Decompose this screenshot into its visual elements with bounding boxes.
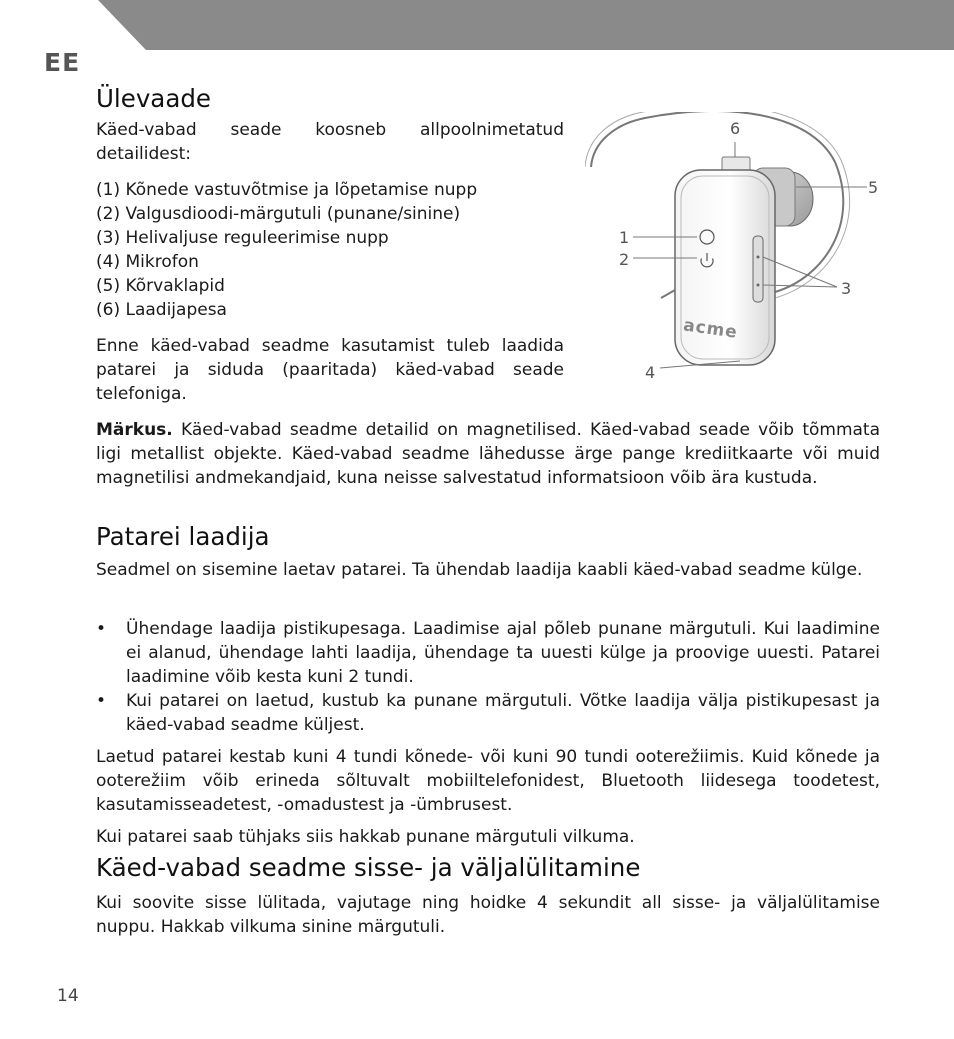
headset-illustration	[585, 112, 885, 387]
battery-empty: Kui patarei saab tühjaks siis hakkab punane märgutuli vilkuma.	[96, 827, 635, 847]
section-title-overview: Ülevaade	[96, 84, 211, 113]
bullet-text: Kui patarei on laetud, kustub ka punane märgutuli. Võtke laadija välja pistikupesast ja käed-vabad seadme küljest.	[126, 691, 880, 735]
brand-logo: acme	[682, 315, 740, 343]
page-number: 14	[57, 986, 79, 1006]
parts-list-item: (4) Mikrofon	[96, 252, 199, 272]
label-6: 6	[730, 119, 741, 138]
section-title-battery: Patarei laadija	[96, 522, 270, 551]
parts-list-item: (1) Kõnede vastuvõtmise ja lõpetamise nupp	[96, 180, 478, 200]
label-4: 4	[645, 363, 656, 382]
label-3: 3	[841, 279, 852, 298]
bullet-text: Ühendage laadija pistikupesaga. Laadimise ajal põleb punane märgutuli. Kui laadimine ei alanud, ühendage lahti laadija, ühendage ta uuesti külge ja proovige uuesti. Patarei laadimine võib kesta kuni 2 tundi.	[126, 619, 880, 687]
bullet-item: • Ühendage laadija pistikupesaga. Laadimise ajal põleb punane märgutuli. Kui laadimine ei alanud, ühendage lahti laadija, ühendage ta uuesti külge ja proovige uuesti. Patarei laadimine võib kesta kuni 2 tundi.	[96, 619, 880, 687]
bullet-item: • Kui patarei on laetud, kustub ka punane märgutuli. Võtke laadija välja pistikupesast ja käed-vabad seadme küljest.	[96, 691, 880, 735]
battery-bullets	[96, 617, 880, 737]
parts-list-item: (2) Valgusdioodi-märgutuli (punane/sinine)	[96, 204, 461, 224]
volume-button	[753, 236, 763, 302]
section-title-power: Käed-vabad seadme sisse- ja väljalülitamine	[96, 853, 641, 882]
label-1: 1	[619, 228, 630, 247]
parts-list-item: (5) Kõrvaklapid	[96, 276, 225, 296]
battery-intro: Seadmel on sisemine laetav patarei. Ta ühendab laadija kaabli käed-vabad seadme külge.	[96, 560, 863, 580]
note-text: Käed-vabad seadme detailid on magnetilised. Käed-vabad seade võib tõmmata ligi metallist objekte. Käed-vabad seadme lähedusse ärge pange krediitkaarte või muid magnetilisi andmekandjaid, kuna neisse salvestatud informatsioon võib ära kustuda.	[96, 420, 880, 488]
parts-list	[96, 178, 576, 322]
charging-port	[722, 157, 750, 171]
parts-list-item: (3) Helivaljuse reguleerimise nupp	[96, 228, 389, 248]
header-band	[0, 0, 954, 50]
battery-duration: Laetud patarei kestab kuni 4 tundi kõnede- või kuni 90 tundi ooterežiimis. Kuid kõnede ja ooterežiim võib erineda sõltuvalt mobiiltelefonidest, Bluetooth liidesega toodetest, kasutamisseadetest, -omadustest ja -ümbrusest.	[96, 747, 880, 815]
before-use-text: Enne käed-vabad seadme kasutamist tuleb laadida patarei ja siduda (paaritada) käed-vabad seade telefoniga.	[96, 336, 564, 404]
note-label: Märkus.	[96, 420, 173, 440]
language-code: EE	[44, 48, 81, 77]
label-2: 2	[619, 250, 630, 269]
overview-intro: Käed-vabad seade koosneb allpoolnimetatud detailidest:	[96, 120, 564, 164]
power-text: Kui soovite sisse lülitada, vajutage ning hoidke 4 sekundit all sisse- ja väljalülitamise nuppu. Hakkab vilkuma sinine märgutuli.	[96, 893, 880, 937]
parts-list-item: (6) Laadijapesa	[96, 300, 227, 320]
magnet-note	[96, 418, 880, 490]
label-5: 5	[868, 178, 879, 197]
